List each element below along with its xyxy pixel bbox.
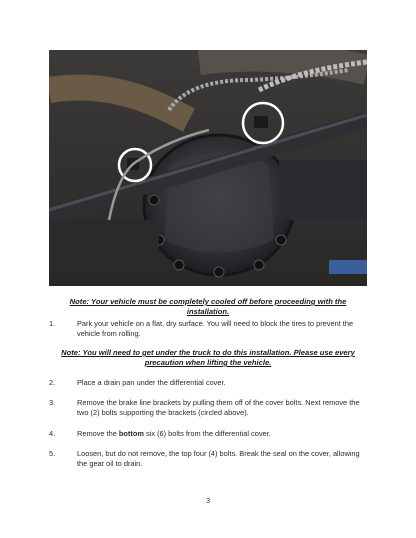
step-number: 2. [49,378,56,387]
step-number: 1. [49,319,56,328]
step-text [77,429,369,439]
step-text: Park your vehicle on a flat, dry surface. You will need to block the tires to prevent the vehicle from rolling. [77,319,354,338]
differential-photo [49,50,367,286]
step-text-bold: bottom [118,429,144,438]
differential-photo-illustration [49,50,367,286]
note-cooled-off: Note: Your vehicle must be completely cooled off before proceeding with the installation. [69,297,347,316]
step-number: 5. [49,449,56,458]
step-text: Place a drain pan under the differential cover. [77,378,226,387]
step-text-after: six (6) bolts from the differential cover. [143,429,271,438]
step-text-before: Remove the [77,429,119,438]
step-text: Loosen, but do not remove, the top four (4) bolts. Break the seal on the cover, allowing the gear oil to drain. [77,449,360,468]
step-number: 4. [49,429,56,438]
step-text: Remove the brake line brackets by pulling them off of the cover bolts. Next remove the two (2) bolts supporting the brackets (circled above). [77,398,360,417]
note-get-under-truck: Note: You will need to get under the truck to do this installation. Please use every precaution when lifting the vehicle. [61,348,355,367]
step-number: 3. [49,398,56,407]
page-number: 3 [205,496,211,505]
